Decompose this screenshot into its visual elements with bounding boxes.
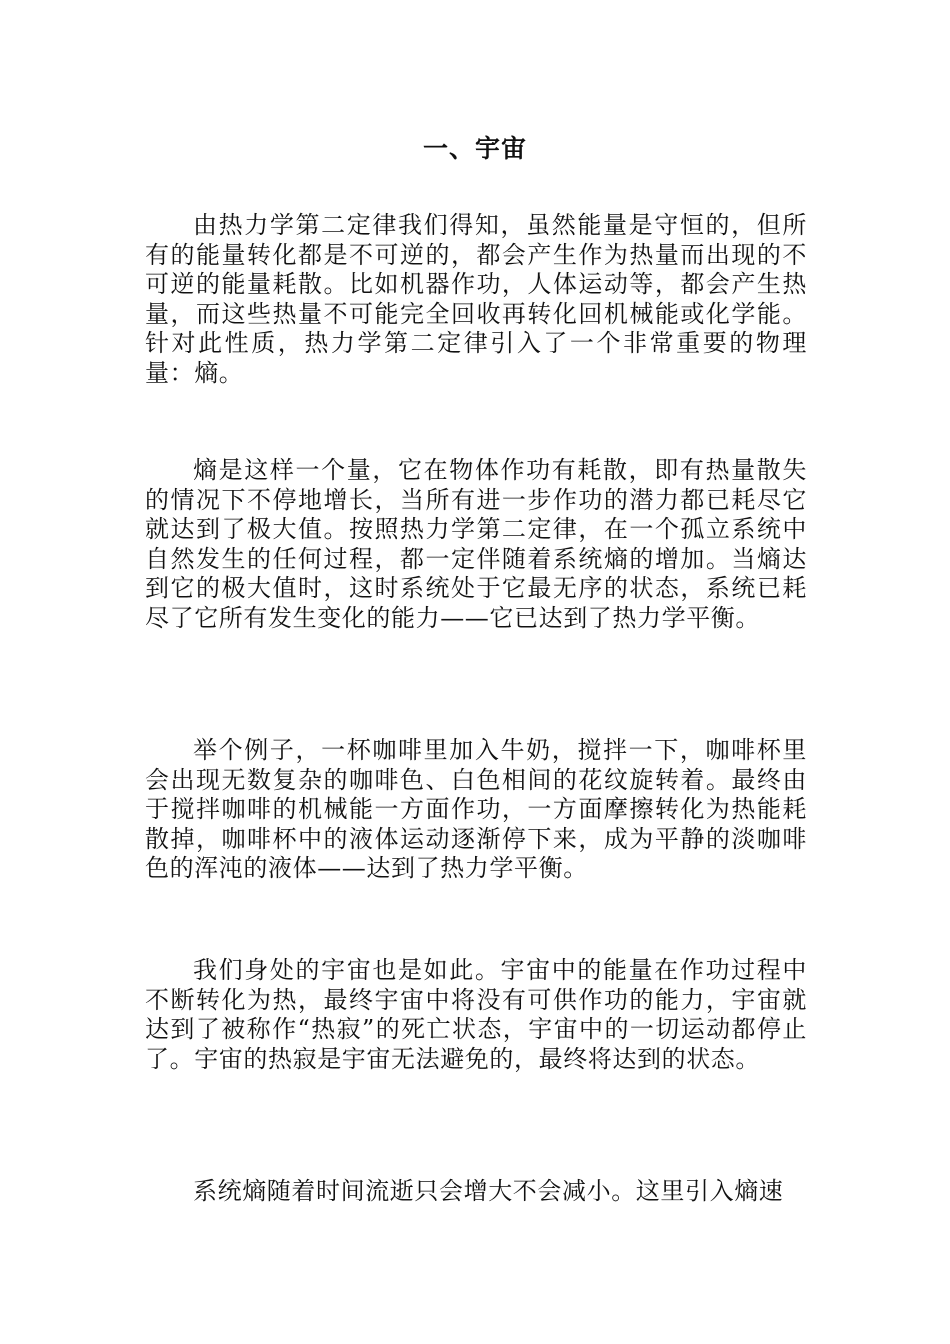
paragraph-coffee-example: 举个例子，一杯咖啡里加入牛奶，搅拌一下，咖啡杯里会出现无数复杂的咖啡色、白色相间的花纹旋转着。最终由于搅拌咖啡的机械能一方面作功，一方面摩擦转化为热能耗散掉，咖啡杯中的液体运动逐渐停下来，成为平静的淡咖啡色的浑沌的液体——达到了热力学平衡。 (145, 736, 807, 882)
page-title: 一、宇宙 (422, 133, 527, 163)
paragraph-entropy-rate: 系统熵随着时间流逝只会增大不会减小。这里引入熵速 (193, 1177, 784, 1205)
paragraph-second-law: 由热力学第二定律我们得知，虽然能量是守恒的，但所有的能量转化都是不可逆的，都会产生作为热量而出现的不可逆的能量耗散。比如机器作功，人体运动等，都会产生热量，而这些热量不可能完全回收再转化回机械能或化学能。针对此性质，热力学第二定律引入了一个非常重要的物理量：熵。 (145, 211, 807, 387)
paragraph-heat-death: 我们身处的宇宙也是如此。宇宙中的能量在作功过程中不断转化为热，最终宇宙中将没有可供作功的能力，宇宙就达到了被称作“热寂”的死亡状态，宇宙中的一切运动都停止了。宇宙的热寂是宇宙无法避免的，最终将达到的状态。 (145, 956, 807, 1073)
paragraph-entropy-definition: 熵是这样一个量，它在物体作功有耗散，即有热量散失的情况下不停地增长，当所有进一步作功的潜力都已耗尽它就达到了极大值。按照热力学第二定律，在一个孤立系统中自然发生的任何过程，都一定伴随着系统熵的增加。当熵达到它的极大值时，这时系统处于它最无序的状态，系统已耗尽了它所有发生变化的能力——它已达到了热力学平衡。 (145, 456, 807, 632)
